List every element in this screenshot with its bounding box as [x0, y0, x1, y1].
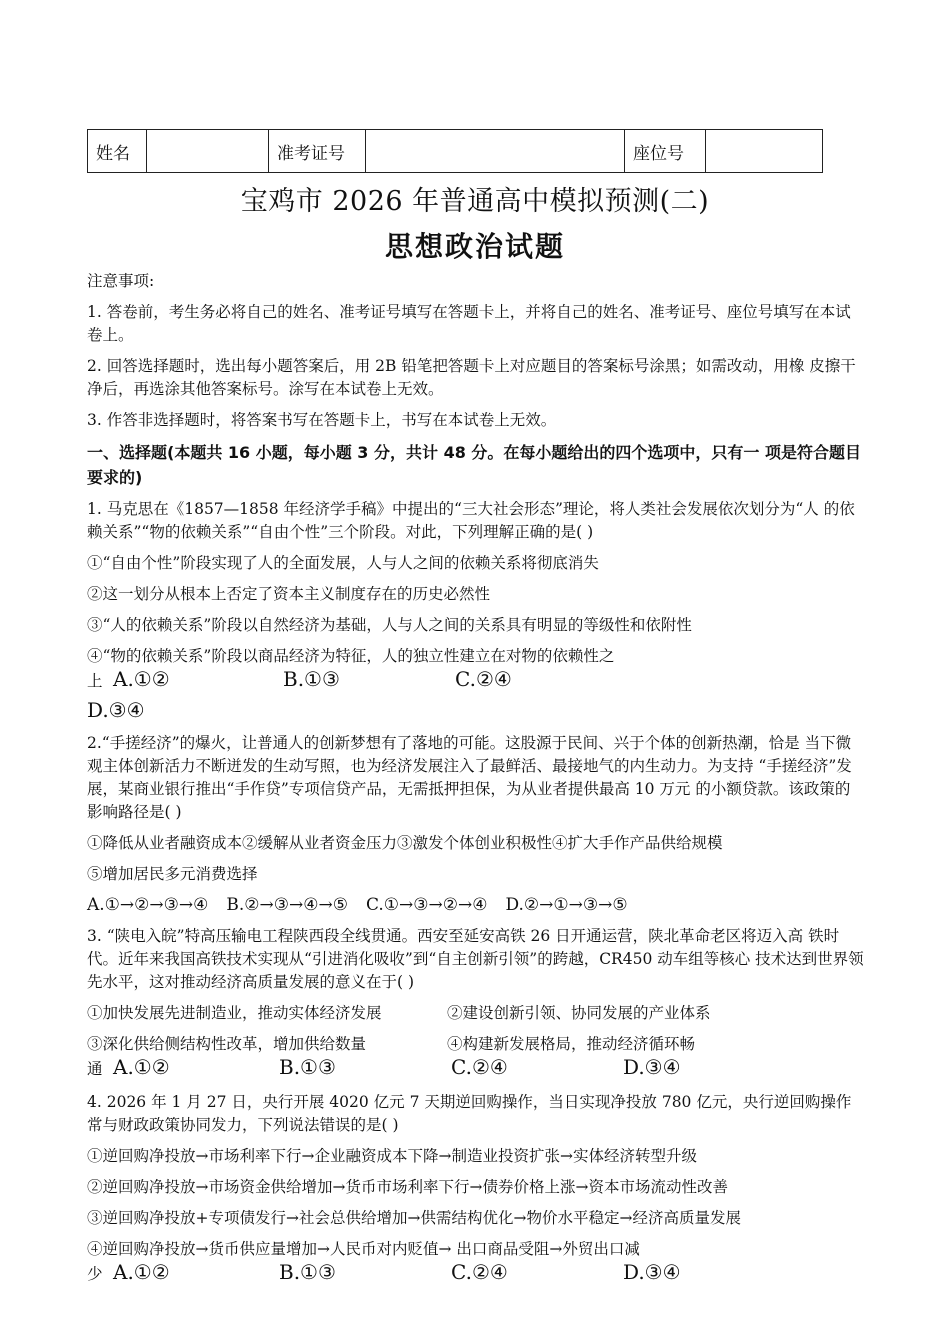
question-2-item: ①降低从业者融资成本②缓解从业者资金压力③激发个体创业积极性④扩大手作产品供给规模	[87, 834, 723, 852]
question-1-item: ②这一划分从根本上否定了资本主义制度存在的历史必然性	[87, 585, 491, 603]
option-a[interactable]: A.①②	[113, 1260, 170, 1284]
option-a[interactable]: A.①②	[113, 1055, 170, 1079]
question-1-options-2	[87, 699, 865, 722]
seat-field[interactable]	[706, 130, 823, 173]
question-4-item: ②逆回购净投放→市场资金供给增加→货币市场利率下行→债券价格上涨→资本市场流动性改善	[87, 1178, 728, 1196]
exam-title: 宝鸡市 2026 年普通高中模拟预测(二)	[240, 186, 710, 217]
option-c[interactable]: C.②④	[455, 667, 512, 691]
question-4-stem: 4. 2026 年 1 月 27 日，央行开展 4020 亿元 7 天期逆回购操作，当日实现净投放 780 亿元，央行逆回购操作 常与财政政策协同发力，下列说法错误的是( )	[87, 1093, 852, 1134]
question-3-item: ②建设创新引领、协同发展的产业体系	[447, 1004, 711, 1022]
option-b[interactable]: B.①③	[279, 1055, 336, 1079]
option-b[interactable]: B.②→③→④→⑤	[226, 895, 348, 915]
option-b[interactable]: B.①③	[283, 667, 340, 691]
question-4-tail: 少	[87, 1265, 103, 1283]
question-1-options	[87, 668, 865, 693]
question-3-stem: 3. “陕电入皖”特高压输电工程陕西段全线贯通。西安至延安高铁 26 日开通运营，陕北革命老区将迈入高 铁时代。近年来我国高铁技术实现从“引进消化吸收”到“自主创新引领”的跨越，CR450 动车组等核心 技术达到世界领先水平，这对推动经济高质量发展的意义在于( )	[87, 927, 864, 991]
question-2-item: ⑤增加居民多元消费选择	[87, 865, 258, 883]
question-1-item: ③“人的依赖关系”阶段以自然经济为基础，人与人之间的关系具有明显的等级性和依附性	[87, 616, 692, 634]
option-d[interactable]: D.③④	[623, 1055, 681, 1079]
question-2-stem: 2.“手搓经济”的爆火，让普通人的创新梦想有了落地的可能。这股源于民间、兴于个体的创新热潮，恰是 当下微观主体创新活力不断迸发的生动写照，也为经济发展注入了最鲜活、最接地气的内生动力。为支持 “手搓经济”发展，某商业银行推出“手作贷”专项信贷产品，无需抵押担保，为从业者提供最高 10 万元 的小额贷款。该政策的影响路径是( )	[87, 734, 852, 821]
question-4-item: ④逆回购净投放→货币供应量增加→人民币对内贬值→ 出口商品受阻→外贸出口减	[87, 1240, 640, 1258]
question-3-item: ①加快发展先进制造业，推动实体经济发展	[87, 1004, 382, 1022]
option-c[interactable]: C.②④	[451, 1260, 508, 1284]
exam-id-field[interactable]	[366, 130, 625, 173]
exam-subtitle: 思想政治试题	[384, 230, 565, 263]
candidate-info-table	[87, 129, 823, 173]
question-4-item: ③逆回购净投放+专项债发行→社会总供给增加→供需结构优化→物价水平稳定→经济高质量发展	[87, 1209, 741, 1227]
question-3-tail: 通	[87, 1060, 103, 1078]
note-item: 1. 答卷前，考生务必将自己的姓名、准考证号填写在答题卡上，并将自己的姓名、准考证号、座位号填写在本试卷上。	[87, 303, 851, 344]
option-c[interactable]: C.①→③→②→④	[365, 895, 488, 915]
name-field[interactable]	[147, 130, 269, 173]
question-1-item: ④“物的依赖关系”阶段以商品经济为特征，人的独立性建立在对物的依赖性之	[87, 647, 615, 665]
option-c[interactable]: C.②④	[451, 1055, 508, 1079]
question-3-item: ④构建新发展格局，推动经济循环畅	[447, 1035, 696, 1053]
question-1-stem: 1. 马克思在《1857—1858 年经济学手稿》中提出的“三大社会形态”理论，将人类社会发展依次划分为“人 的依赖关系”“物的依赖关系”“自由个性”三个阶段。对此，下列理解正确的是( )	[87, 500, 855, 541]
exam-id-label: 准考证号	[269, 130, 366, 173]
question-2-options	[87, 894, 865, 917]
option-d[interactable]: D.③④	[87, 698, 145, 722]
question-4-item: ①逆回购净投放→市场利率下行→企业融资成本下降→制造业投资扩张→实体经济转型升级	[87, 1147, 697, 1165]
note-item: 3. 作答非选择题时，将答案书写在答题卡上，书写在本试卷上无效。	[87, 411, 557, 429]
question-3-item: ③深化供给侧结构性改革，增加供给数量	[87, 1035, 367, 1053]
question-3-options	[87, 1056, 865, 1081]
notes-heading: 注意事项:	[87, 272, 155, 290]
question-3-row	[87, 1033, 865, 1056]
question-3-row	[87, 1002, 865, 1025]
note-item: 2. 回答选择题时，选出每小题答案后，用 2B 铅笔把答题卡上对应题目的答案标号涂黑；如需改动，用橡 皮擦干净后，再选涂其他答案标号。涂写在本试卷上无效。	[87, 357, 856, 398]
option-b[interactable]: B.①③	[279, 1260, 336, 1284]
option-a[interactable]: A.①→②→③→④	[87, 895, 209, 915]
option-d[interactable]: D.②→①→③→⑤	[505, 895, 628, 915]
question-1-tail: 上	[87, 672, 103, 690]
name-label: 姓名	[88, 130, 147, 173]
section-heading: 一、选择题(本题共 16 小题，每小题 3 分，共计 48 分。在每小题给出的四个选项中，只有一 项是符合题目要求的)	[87, 443, 861, 487]
option-a[interactable]: A.①②	[113, 667, 170, 691]
question-4-options	[87, 1261, 865, 1286]
seat-label: 座位号	[625, 130, 706, 173]
exam-content	[87, 270, 865, 1292]
question-1-item: ①“自由个性”阶段实现了人的全面发展，人与人之间的依赖关系将彻底消失	[87, 554, 599, 572]
option-d[interactable]: D.③④	[623, 1260, 681, 1284]
